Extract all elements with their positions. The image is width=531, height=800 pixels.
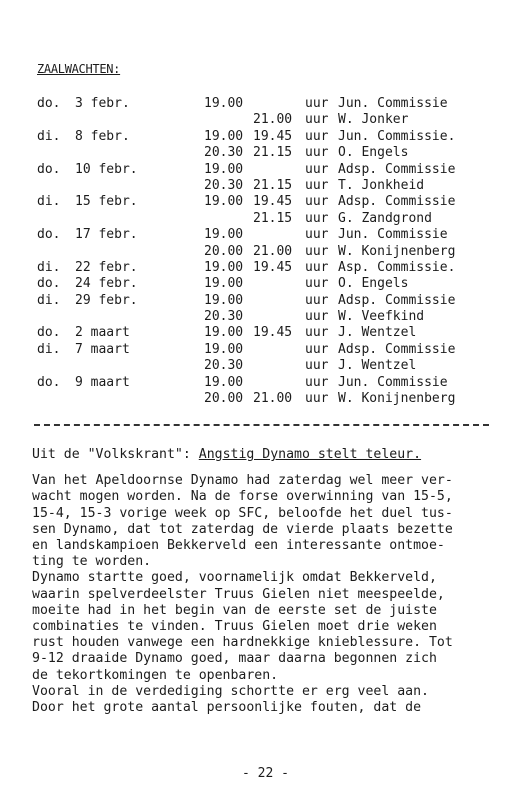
article-line: rust houden vanwege een hardnekkige knieblessure. Tot [32, 635, 453, 651]
schedule-start-time: 19.00 [204, 325, 244, 341]
schedule-day: do. [37, 325, 61, 341]
schedule-second-time: 19.45 [253, 194, 293, 210]
schedule-row [0, 194, 531, 210]
schedule-row [0, 178, 531, 194]
schedule-person: Jun. Commissie. [338, 128, 456, 144]
schedule-row [0, 358, 531, 374]
schedule-uur: uur [305, 358, 329, 374]
schedule-row [0, 325, 531, 341]
article-line: Van het Apeldoornse Dynamo had zaterdag wel meer ver- [32, 473, 453, 489]
article-line: Dynamo startte goed, voornamelijk omdat Bekkerveld, [32, 570, 437, 586]
schedule-day: di. [37, 259, 61, 275]
schedule-row [0, 309, 531, 325]
schedule-start-time: 19.00 [204, 374, 244, 390]
schedule-person: Adsp. Commissie [338, 194, 456, 210]
schedule-uur: uur [305, 259, 329, 275]
schedule-uur: uur [305, 391, 329, 407]
schedule-start-time: 19.00 [204, 128, 244, 144]
article-body [32, 473, 502, 716]
schedule-start-time: 19.00 [204, 194, 244, 210]
schedule-row [0, 162, 531, 178]
schedule-uur: uur [305, 243, 329, 259]
schedule-start-time: 19.00 [204, 276, 244, 292]
schedule-start-time: 19.00 [204, 96, 244, 111]
schedule-uur: uur [305, 128, 329, 144]
article-headline: Angstig Dynamo stelt teleur. [198, 447, 422, 462]
schedule-uur: uur [305, 112, 329, 128]
schedule-day: do. [37, 161, 61, 177]
schedule-person: G. Zandgrond [338, 210, 432, 226]
schedule-uur: uur [305, 227, 329, 243]
schedule-person: Asp. Commissie. [338, 259, 456, 275]
schedule-day: do. [37, 227, 61, 243]
schedule-row [0, 244, 531, 260]
schedule-row [0, 145, 531, 161]
article-line: en landskampioen Bekkerveld een interessante ontmoe- [32, 538, 445, 554]
schedule-day: do. [37, 96, 61, 111]
schedule-date: 8 febr. [75, 128, 130, 144]
schedule-date: 15 febr. [75, 194, 138, 210]
schedule-person: W. Konijnenberg [338, 243, 456, 259]
schedule-second-time: 19.45 [253, 259, 293, 275]
schedule-row [0, 112, 531, 128]
article-heading [32, 447, 502, 463]
schedule-second-time: 21.00 [253, 112, 293, 128]
schedule-row [0, 129, 531, 145]
newspaper-article [32, 447, 502, 716]
page-number: - 22 - [242, 766, 289, 781]
schedule-second-time: 21.15 [253, 177, 293, 193]
schedule-day: di. [37, 292, 61, 308]
article-line: waarin spelverdeelster Truus Gielen niet meespeelde, [32, 586, 445, 602]
article-line: combinaties te vinden. Truus Gielen moet drie weken [32, 619, 437, 635]
schedule-date: 2 maart [75, 325, 130, 341]
schedule-second-time: 19.45 [253, 325, 293, 341]
schedule-start-time: 20.00 [204, 243, 244, 259]
schedule-day: do. [37, 374, 61, 390]
schedule-row [0, 375, 531, 391]
schedule-row [0, 342, 531, 358]
schedule-day: di. [37, 128, 61, 144]
schedule-person: Jun. Commissie [338, 227, 448, 243]
schedule-person: T. Jonkheid [338, 177, 425, 193]
schedule-date: 22 febr. [75, 259, 138, 275]
article-line: de tekortkomingen te openbaren. [32, 667, 279, 683]
schedule-row [0, 293, 531, 309]
schedule-start-time: 19.00 [204, 292, 244, 308]
schedule-person: W. Jonker [338, 112, 409, 128]
schedule-row [0, 391, 531, 407]
schedule-row [0, 227, 531, 243]
article-source: Uit de "Volkskrant": [32, 447, 191, 462]
schedule-person: Jun. Commissie [338, 374, 448, 390]
schedule-person: J. Wentzel [338, 325, 417, 341]
section-title: ZAALWACHTEN: [37, 62, 121, 76]
article-line: 9-12 draaide Dynamo goed, maar daarna begonnen zich [32, 651, 437, 667]
article-line: sen Dynamo, dat tot zaterdag de vierde plaats bezette [32, 521, 453, 537]
schedule-second-time: 21.00 [253, 391, 293, 407]
schedule-start-time: 19.00 [204, 259, 244, 275]
schedule-uur: uur [305, 145, 329, 161]
schedule-uur: uur [305, 276, 329, 292]
schedule-day: di. [37, 341, 61, 357]
schedule-date: 10 febr. [75, 161, 138, 177]
schedule-start-time: 19.00 [204, 341, 244, 357]
schedule-uur: uur [305, 194, 329, 210]
article-line: Door het grote aantal persoonlijke fouten, dat de [32, 700, 422, 716]
schedule-second-time: 21.00 [253, 243, 293, 259]
schedule-start-time: 20.30 [204, 177, 244, 193]
schedule-uur: uur [305, 309, 329, 325]
schedule-uur: uur [305, 292, 329, 308]
schedule-person: Adsp. Commissie [338, 341, 456, 357]
schedule-start-time: 20.30 [204, 309, 244, 325]
schedule-date: 9 maart [75, 374, 130, 390]
schedule-uur: uur [305, 177, 329, 193]
schedule-person: Jun. Commissie [338, 96, 448, 111]
schedule-uur: uur [305, 161, 329, 177]
schedule-person: Adsp. Commissie [338, 292, 456, 308]
schedule-day: do. [37, 276, 61, 292]
schedule-start-time: 19.00 [204, 161, 244, 177]
article-line: ting te worden. [32, 554, 152, 570]
schedule-person: W. Konijnenberg [338, 391, 456, 407]
schedule-start-time: 20.00 [204, 391, 244, 407]
duty-schedule [0, 96, 531, 407]
schedule-row [0, 276, 531, 292]
schedule-date: 29 febr. [75, 292, 138, 308]
schedule-date: 3 febr. [75, 96, 130, 111]
schedule-uur: uur [305, 341, 329, 357]
schedule-person: W. Veefkind [338, 309, 425, 325]
schedule-start-time: 20.30 [204, 358, 244, 374]
schedule-row [0, 96, 531, 112]
article-line: 15-4, 15-3 vorige week op SFC, beloofde het duel tus- [32, 505, 453, 521]
schedule-second-time: 21.15 [253, 145, 293, 161]
schedule-person: O. Engels [338, 145, 409, 161]
schedule-date: 7 maart [75, 341, 130, 357]
schedule-day: di. [37, 194, 61, 210]
schedule-start-time: 19.00 [204, 227, 244, 243]
schedule-person: O. Engels [338, 276, 409, 292]
schedule-uur: uur [305, 374, 329, 390]
schedule-person: J. Wentzel [338, 358, 417, 374]
schedule-date: 17 febr. [75, 227, 138, 243]
schedule-uur: uur [305, 210, 329, 226]
schedule-uur: uur [305, 96, 329, 111]
schedule-row [0, 211, 531, 227]
schedule-uur: uur [305, 325, 329, 341]
schedule-start-time: 20.30 [204, 145, 244, 161]
dashed-divider [34, 424, 489, 426]
schedule-person: Adsp. Commissie [338, 161, 456, 177]
schedule-second-time: 21.15 [253, 210, 293, 226]
schedule-second-time: 19.45 [253, 128, 293, 144]
article-line: Vooral in de verdediging schortte er erg veel aan. [32, 683, 429, 699]
article-line: moeite had in het begin van de eerste set de juiste [32, 602, 437, 618]
schedule-row [0, 260, 531, 276]
article-line: wacht mogen worden. Na de forse overwinning van 15-5, [32, 489, 453, 505]
schedule-date: 24 febr. [75, 276, 138, 292]
